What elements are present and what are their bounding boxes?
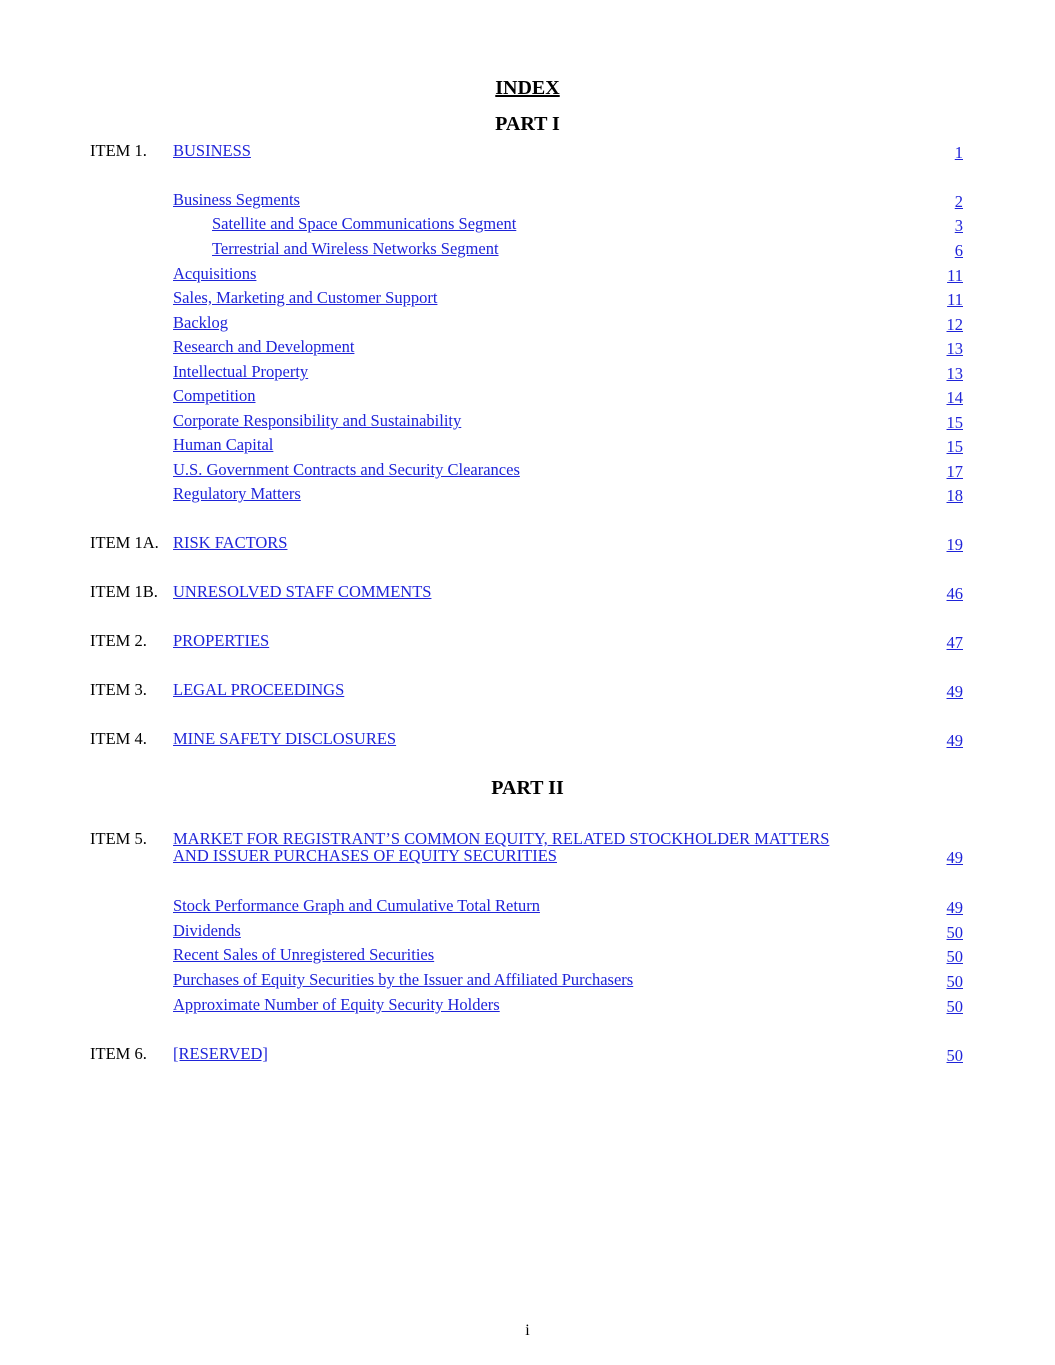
item-label: ITEM 4. [90, 729, 147, 748]
toc-link-stock-performance[interactable]: Stock Performance Graph and Cumulative Total Return [173, 896, 540, 915]
toc-link-sales-marketing[interactable]: Sales, Marketing and Customer Support [173, 288, 438, 307]
page-number-link[interactable]: 49 [946, 682, 963, 701]
page-number-link[interactable]: 50 [946, 972, 963, 991]
toc-link-recent-sales[interactable]: Recent Sales of Unregistered Securities [173, 945, 435, 964]
part-2-title: PART II [491, 777, 564, 799]
item-label: ITEM 2. [90, 631, 147, 650]
page-number-link[interactable]: 46 [946, 584, 963, 603]
page-number-link[interactable]: 12 [946, 315, 963, 334]
part-1-title: PART I [495, 113, 560, 135]
toc-link-legal-proceedings[interactable]: LEGAL PROCEEDINGS [173, 680, 345, 699]
toc-link-properties[interactable]: PROPERTIES [173, 631, 270, 650]
page-number-link[interactable]: 49 [946, 848, 963, 867]
item-label: ITEM 1B. [90, 582, 158, 601]
index-title: INDEX [495, 77, 560, 99]
item-label: ITEM 6. [90, 1044, 147, 1063]
page-number-link[interactable]: 6 [954, 241, 963, 260]
item-label: ITEM 1. [90, 141, 147, 160]
toc-link-business-segments[interactable]: Business Segments [173, 190, 300, 209]
toc-link-acquisitions[interactable]: Acquisitions [173, 264, 257, 283]
toc-link-market-for-equity[interactable]: MARKET FOR REGISTRANT’S COMMON EQUITY, RELATED STOCKHOLDER MATTERS [173, 829, 830, 848]
page-number-link[interactable]: 50 [946, 997, 963, 1016]
toc-link-regulatory-matters[interactable]: Regulatory Matters [173, 484, 301, 503]
toc-row [0, 829, 1055, 869]
toc-link-backlog[interactable]: Backlog [173, 313, 228, 332]
page-number-link[interactable]: 14 [946, 388, 963, 407]
toc-link-risk-factors[interactable]: RISK FACTORS [173, 533, 288, 552]
toc-link-research[interactable]: Research and Development [173, 337, 355, 356]
toc-link-corporate-responsibility[interactable]: Corporate Responsibility and Sustainability [173, 411, 462, 430]
page-number-link[interactable]: 15 [946, 413, 963, 432]
page-number-link[interactable]: 17 [946, 462, 963, 481]
page-number-link[interactable]: 19 [946, 535, 963, 554]
page-footer-number: i [525, 1322, 530, 1339]
page-number-link[interactable]: 49 [946, 898, 963, 917]
page-number-link[interactable]: 15 [946, 437, 963, 456]
page-number-link[interactable]: 13 [946, 339, 963, 358]
page-number-link[interactable]: 2 [954, 192, 963, 211]
toc-link-reserved[interactable]: [RESERVED] [173, 1044, 268, 1063]
toc-link-intellectual-property[interactable]: Intellectual Property [173, 362, 309, 381]
toc-link-government-contracts[interactable]: U.S. Government Contracts and Security Clearances [173, 460, 520, 479]
toc-link-human-capital[interactable]: Human Capital [173, 435, 274, 454]
toc-link-equity-holders[interactable]: Approximate Number of Equity Security Holders [173, 995, 500, 1014]
toc-link-competition[interactable]: Competition [173, 386, 256, 405]
page-number-link[interactable]: 50 [946, 1046, 963, 1065]
toc-link-purchases-equity[interactable]: Purchases of Equity Securities by the Issuer and Affiliated Purchasers [173, 970, 634, 989]
page-number-link[interactable]: 1 [954, 143, 963, 162]
page-number-link[interactable]: 50 [946, 947, 963, 966]
page-number-link[interactable]: 11 [947, 290, 963, 309]
page-number-link[interactable]: 11 [947, 266, 963, 285]
page-number-link[interactable]: 3 [954, 216, 963, 235]
item-label: ITEM 3. [90, 680, 147, 699]
toc-link-market-for-equity-line2[interactable]: AND ISSUER PURCHASES OF EQUITY SECURITIES [173, 846, 557, 865]
toc-link-dividends[interactable]: Dividends [173, 921, 241, 940]
page-number-link[interactable]: 49 [946, 731, 963, 750]
toc-link-satellite-segment[interactable]: Satellite and Space Communications Segment [212, 214, 517, 233]
page-number-link[interactable]: 13 [946, 364, 963, 383]
toc-link-terrestrial-segment[interactable]: Terrestrial and Wireless Networks Segment [212, 239, 499, 258]
page-number-link[interactable]: 50 [946, 923, 963, 942]
item-label: ITEM 5. [90, 829, 147, 848]
toc-link-mine-safety[interactable]: MINE SAFETY DISCLOSURES [173, 729, 397, 748]
toc-link-business[interactable]: BUSINESS [173, 141, 251, 160]
toc-link-unresolved-staff-comments[interactable]: UNRESOLVED STAFF COMMENTS [173, 582, 432, 601]
item-label: ITEM 1A. [90, 533, 159, 552]
page-number-link[interactable]: 18 [946, 486, 963, 505]
page-number-link[interactable]: 47 [946, 633, 963, 652]
